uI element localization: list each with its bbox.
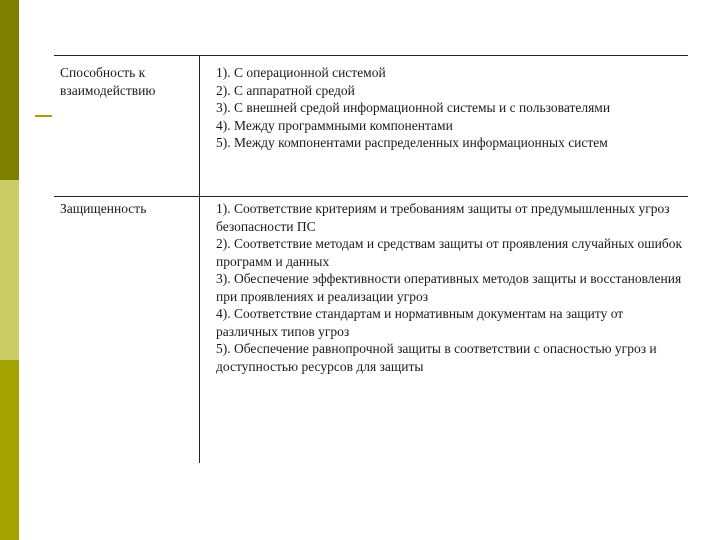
sidebar-segment-bottom (0, 360, 19, 540)
row-items-interoperability (216, 64, 688, 152)
table-top-border (54, 55, 688, 56)
list-item: 1). Соответствие критериям и требованиям защиты от предумышленных угроз безопасности ПС (216, 201, 670, 234)
list-item: 3). Обеспечение эффективности оперативных методов защиты и восстановления при проявлениях и реализации угроз (216, 271, 682, 304)
list-item: 1). С операционной системой (216, 65, 386, 80)
list-item: 3). С внешней средой информационной системы и с пользователями (216, 100, 611, 115)
list-item: 5). Между компонентами распределенных информационных систем (216, 135, 608, 150)
list-item: 4). Между программными компонентами (216, 117, 453, 133)
accent-dash (35, 115, 52, 117)
list-item: 5). Обеспечение равнопрочной защиты в соответствии с опасностью угроз и доступностью ресурсов для защиты (216, 341, 657, 374)
slide-sidebar (0, 0, 19, 540)
sidebar-segment-top (0, 0, 19, 180)
list-item: 2). Соответствие методам и средствам защиты от проявления случайных ошибок программ и данных (216, 236, 683, 269)
list-item: 4). Соответствие стандартам и нормативным документам на защиту от различных типов угроз (216, 306, 624, 339)
row-items-security (216, 200, 688, 375)
sidebar-segment-middle (0, 180, 19, 360)
list-item: 2). С аппаратной средой (216, 82, 355, 98)
table-column-divider (199, 55, 200, 463)
row-label-interoperability: Способность к взаимодействию (60, 65, 156, 98)
row-label-security: Защищенность (60, 201, 147, 216)
table-row-divider (54, 196, 688, 197)
